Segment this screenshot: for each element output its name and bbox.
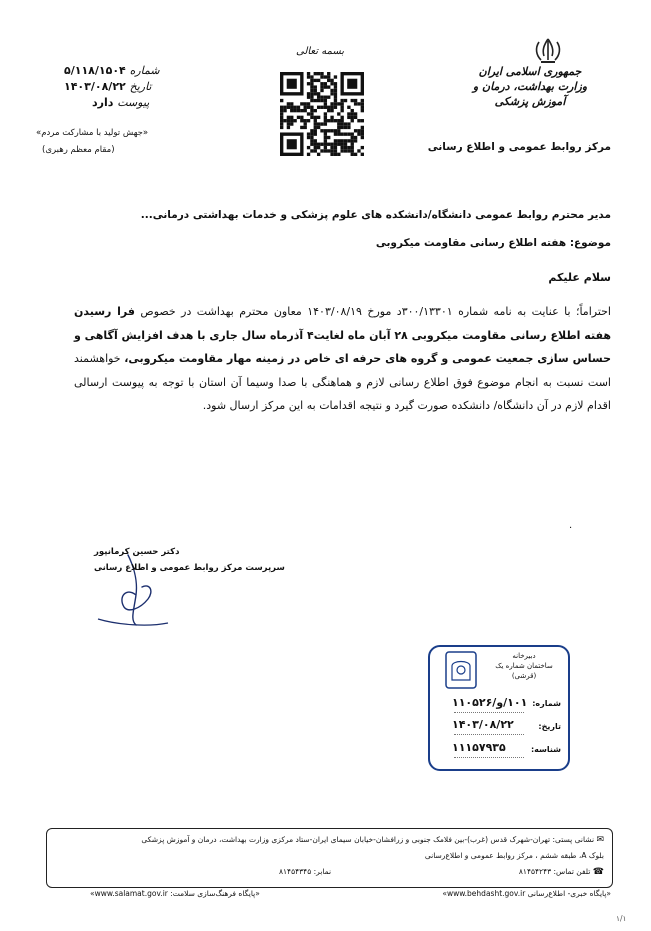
portal-health-url[interactable]: www.salamat.gov.ir» — [90, 889, 168, 898]
bismillah: بسمه تعالی — [296, 46, 345, 57]
letter-date — [64, 80, 157, 93]
stamp-divider — [454, 734, 524, 735]
subject-label: موضوع: — [569, 237, 611, 249]
iran-emblem-icon — [527, 36, 569, 66]
footer-address-2: بلوک A، طبقه ششم ، مرکز روابط عمومی و اطلاع‌رسانی — [424, 851, 604, 860]
subject-text: هفته اطلاع رسانی مقاومت میکروبی — [375, 237, 567, 249]
stamp-divider — [454, 712, 524, 713]
stamp-date-label: تاریخ: — [538, 722, 561, 731]
qr-code-icon — [280, 72, 364, 156]
phone-number: ۸۱۴۵۴۲۴۳ — [518, 867, 552, 876]
fax-number: ۸۱۴۵۴۳۴۵ — [279, 867, 312, 876]
stamp-number-value: ۱۰۱/و/۱۱۰۵۲۶ — [452, 696, 528, 709]
ministry-line-1: جمهوری اسلامی ایران — [478, 65, 582, 78]
footer-phone — [519, 867, 604, 877]
stamp-number-label: شماره: — [532, 699, 561, 708]
greeting: سلام علیکم — [548, 271, 611, 284]
footer-fax — [279, 867, 331, 876]
letter-number-label: شماره — [129, 64, 160, 77]
letter-paragraph — [74, 300, 611, 418]
ministry-title — [455, 64, 605, 109]
paragraph-start: احتراماً؛ با عنایت به نامه شماره ۳۰۰/۱۳۳۰۱د مورخ ۱۴۰۳/۰۸/۱۹ معاون محترم بهداشت در خصوص — [140, 305, 611, 318]
paragraph-highlight: فرا رسیدن هفته اطلاع رسانی مقاومت میکروبی ۲۸ آبان ماه لغایت۴ آذرماه سال جاری با هدف افزایش آگاهی و حساس سازی جمعیت عمومی و گروه های حرفه ای خاص در زمینه مهار مقاومت میکروبی، — [74, 305, 612, 365]
signer-name: دکتر حسین کرمانپور — [94, 547, 180, 557]
letter-number — [64, 64, 166, 77]
stamp-head-1: دبیرخانه — [512, 652, 536, 660]
stamp-divider — [454, 757, 524, 758]
stamp-header — [488, 651, 560, 681]
paragraph-end: خواهشمند است نسبت به انجام موضوع فوق اطلاع رسانی لازم و هماهنگی با صدا وسیما آن استان با توجه به پیوست ارسالی اقدام لازم در آن دانشگاه/ دانشکده صورت گیرد و نتیجه اقدامات به این مرکز ارسال شود. — [74, 352, 611, 412]
ministry-line-2: وزارت بهداشت، درمان و آموزش پزشکی — [472, 80, 588, 108]
stamp-date-value: ۱۴۰۳/۰۸/۲۲ — [452, 718, 514, 731]
letter-attachment — [92, 96, 155, 109]
letter-date-label: تاریخ — [129, 80, 152, 93]
footer-address-1-text: نشانی پستی: تهران-شهرک قدس (غرب)-بین فلامک جنوبی و زرافشان-خیابان سیمای ایران-ستاد مرکزی وزارت بهداشت، درمان و آموزش پزشکی — [141, 835, 595, 844]
portal-news-label: «پایگاه خبری- اطلاع‌رسانی — [527, 889, 611, 898]
portal-news-url[interactable]: www.behdasht.gov.ir» — [442, 889, 526, 898]
letter-date-value: ۱۴۰۳/۰۸/۲۲ — [64, 80, 126, 93]
letter-number-value: ۵/۱۱۸/۱۵۰۴ — [64, 64, 126, 77]
footer-address-1 — [141, 835, 604, 845]
fax-label: نمابر: — [313, 867, 332, 876]
dot-mark: . — [569, 520, 573, 531]
department-name: مرکز روابط عمومی و اطلاع رسانی — [427, 141, 611, 153]
attachment-value: دارد — [92, 96, 114, 109]
attachment-label: پیوست — [117, 96, 150, 109]
mail-icon: ✉ — [596, 835, 604, 845]
page-mark: ۱/۱ — [616, 914, 627, 923]
stamp-head-3: (قرشی) — [511, 672, 537, 680]
subject — [376, 237, 611, 249]
footer-portal-news — [442, 889, 611, 898]
signer-title: سرپرست مرکز روابط عمومی و اطلاع رسانی — [94, 563, 285, 573]
stamp-id-value: ۱۱۱۵۷۹۳۵ — [452, 741, 506, 754]
shrine-seal-icon — [444, 650, 478, 690]
stamp-head-2: ساختمان شماره یک — [495, 662, 553, 670]
phone-label: تلفن تماس: — [553, 867, 591, 876]
footer-box — [46, 828, 613, 888]
footer-portal-health — [90, 889, 260, 898]
slogan: «جهش تولید با مشارکت مردم» — [36, 128, 149, 138]
portal-health-label: «پایگاه فرهنگ‌سازی سلامت: — [170, 889, 260, 898]
slogan-source: (مقام معظم رهبری) — [42, 145, 115, 155]
phone-icon: ☎ — [592, 867, 604, 877]
stamp-id-label: شناسه: — [530, 745, 561, 754]
addressee: مدیر محترم روابط عمومی دانشگاه/دانشکده های علوم پزشکی و خدمات بهداشتی درمانی... — [140, 209, 611, 221]
